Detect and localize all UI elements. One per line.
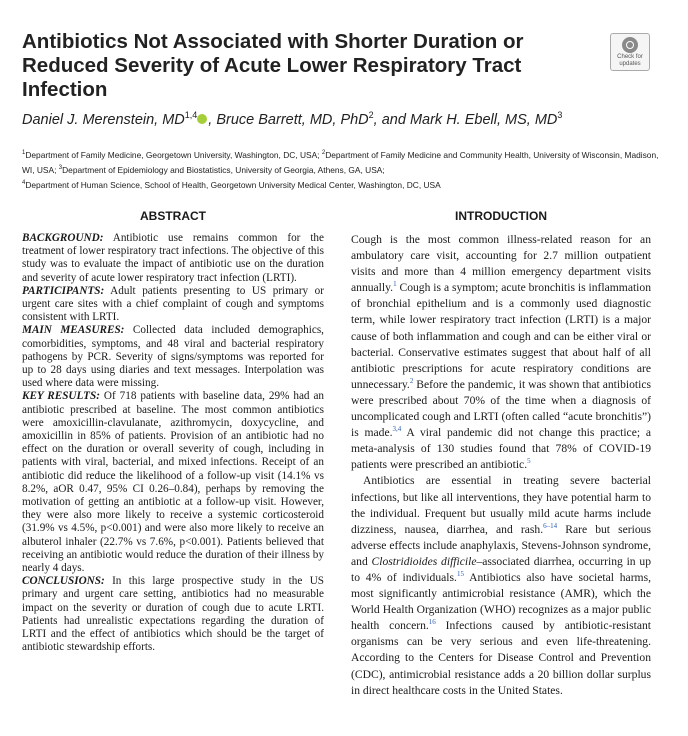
affil-2: Department of Family Medicine and Community Health, University of Wisconsin, Madison, WI, USA; xyxy=(22,149,659,175)
author-3-sup: 3 xyxy=(557,110,563,120)
check-for-updates-badge[interactable] xyxy=(610,33,650,71)
affil-4: Department of Human Science, School of Health, Georgetown University Medical Center, Washington, DC, USA xyxy=(25,179,441,190)
affil-3: Department of Epidemiology and Biostatistics, University of Georgia, Athens, GA, USA; xyxy=(62,164,385,175)
results-label: KEY RESULTS: xyxy=(22,390,100,403)
author-2-sup: 2 xyxy=(368,110,374,120)
citation-link[interactable]: 3,4 xyxy=(392,425,402,434)
article-title: Antibiotics Not Associated with Shorter Duration or Reduced Severity of Acute Lower Respiratory Tract Infection xyxy=(22,30,524,101)
results-text: Of 718 patients with baseline data, 29% had an antibiotic prescribed at baseline. The most common antibiotics were amoxicillin-clavulanate, azithromycin, doxycycline, and amoxicillin in 85% of patients. Provision of an antibiotic had no effect on the duration or overall severity of cough, including in patients with viral, bacterial, and mixed infections. Receipt of an antibiotic did reduce the likelihood of a follow-up visit (14.1% vs 8.2%, aOR 0.47, 95% CI 0.26–0.84), perhaps by removing the motivation of getting an antibiotic at a follow-up visit. However, they were also more likely to receive a systemic corticosteroid (31.9% vs 4.5%, p<0.001) and were also more likely to receive an albuterol inhaler (22.7% vs 7.6%, p<0.001). Patients believed that receiving an antibiotic would reduce the duration of their illness by nearly 4 days. xyxy=(22,390,325,575)
intro-p2b: Rare but serious adverse effects include anaphylaxis, Stevens-Johnson syndrome, and xyxy=(351,522,651,568)
author-1-sup: 1,4 xyxy=(184,110,198,120)
author-1: Daniel J. Merenstein, MD xyxy=(22,111,185,128)
background-text: Antibiotic use remains common for the treatment of lower respiratory tract infections. The objective of this study was to evaluate the impact of antibiotic use on the duration and severity of acute lower respiratory tract infection (LRTI). xyxy=(22,232,324,284)
intro-p1d: A viral pandemic did not change this practice; a meta-analysis of 130 studies found that 78% of COVID-19 patients were prescribed an antibiotic. xyxy=(351,426,651,472)
measures-text: Collected data included demographics, comorbidities, symptoms, and 48 viral and bacterial respiratory pathogens by PCR. Severity of signs/symptoms was reported for up to 28 days using diaries and text messages. Interpolation was used where data were missing. xyxy=(22,324,324,390)
abstract-body xyxy=(22,232,324,655)
orcid-icon[interactable] xyxy=(197,114,207,124)
intro-paragraph-2 xyxy=(351,473,651,698)
intro-p2c: Clostridioides difficile xyxy=(371,554,477,568)
measures-label: MAIN MEASURES: xyxy=(22,324,125,337)
abstract-participants xyxy=(22,285,324,325)
author-list xyxy=(22,110,662,128)
intro-p1a: Cough is the most common illness-related reason for an ambulatory care visit, accounting for 2.7 million outpatient visits and more than 4 million emergency department visits annually. xyxy=(351,233,651,295)
affil-1-sup: 1 xyxy=(22,150,26,156)
citation-link[interactable]: 2 xyxy=(409,376,414,385)
participants-text: Adult patients presenting to US primary or urgent care sites with a chief complaint of cough and symptoms consistent with LRTI. xyxy=(22,284,324,324)
intro-p2e: Antibiotics also have societal harms, most significantly antimicrobial resistance (AMR), which the World Health Organization (WHO) recognizes as a major public health concern. xyxy=(351,570,651,633)
conclusions-label: CONCLUSIONS: xyxy=(22,575,105,588)
intro-p2d: –associated diarrhea, occurring in up to 4% of individuals. xyxy=(351,554,651,584)
author-2: , Bruce Barrett, MD, PhD xyxy=(208,111,369,128)
abstract-conclusions xyxy=(22,575,324,654)
conclusions-text: In this large prospective study in the US primary and urgent care setting, antibiotics had no measurable impact on the severity or duration of cough due to acute LRTI. Patients had unrealistic expectations regarding the duration of LRTI and the effect of antibiotics which should be the target of antibiotic stewardship efforts. xyxy=(22,575,324,654)
intro-p1b: Cough is a symptom; acute bronchitis is inflammation of bronchial epithelium and is a commonly used diagnostic term, while lower respiratory tract infection (LRTI) is a major cause of both inflammation and cough and can be either viral or bacterial. Conservative estimates suggest that about half of all antibiotic prescriptions for acute respiratory conditions are unnecessary. xyxy=(351,281,651,391)
intro-p2f: Infections caused by antibiotic-resistant organisms can be very serious and even life-threatening. According to the Centers for Disease Control and Prevention (CDC), antimicrobial resistance adds a 20 billion dollar surplus in direct healthcare costs in the United States. xyxy=(351,619,651,697)
abstract-background xyxy=(22,232,324,285)
abstract-results xyxy=(22,390,324,575)
introduction-body xyxy=(351,232,651,699)
badge-line-2: updates xyxy=(619,61,641,67)
citation-link[interactable]: 16 xyxy=(428,618,436,627)
check-updates-icon xyxy=(622,37,638,53)
affil-4-sup: 4 xyxy=(22,179,26,186)
abstract-heading: ABSTRACT xyxy=(140,209,206,223)
intro-p1c: Before the pandemic, it was shown that antibiotics were prescribed about 70% of the time when a diagnosis of uncomplicated cough and LRTI (often called “acute bronchitis”) is made. xyxy=(351,377,651,440)
affil-3-sup: 3 xyxy=(58,164,63,171)
affiliations xyxy=(22,147,662,191)
citation-link[interactable]: 6–14 xyxy=(543,521,558,530)
affil-1: Department of Family Medicine, Georgetown University, Washington, DC, USA; xyxy=(25,149,322,160)
citation-link[interactable]: 1 xyxy=(393,280,397,289)
author-3: , and Mark H. Ebell, MS, MD xyxy=(373,111,558,128)
badge-line-1: Check for xyxy=(617,54,643,60)
citation-link[interactable]: 15 xyxy=(456,570,464,579)
citation-link[interactable]: 5 xyxy=(527,457,531,466)
affil-2-sup: 2 xyxy=(321,150,326,156)
participants-label: PARTICIPANTS: xyxy=(22,284,105,297)
abstract-measures xyxy=(22,324,324,390)
intro-p2a: Antibiotics are essential in treating severe bacterial infections, but like all interventions, they have potential harm to the individual. Frequent but usually mild acute harms include dizziness, nausea, diarrhea, and rash. xyxy=(351,474,651,536)
background-label: BACKGROUND: xyxy=(22,232,104,244)
intro-paragraph-1 xyxy=(351,232,651,473)
introduction-heading: INTRODUCTION xyxy=(455,209,547,223)
